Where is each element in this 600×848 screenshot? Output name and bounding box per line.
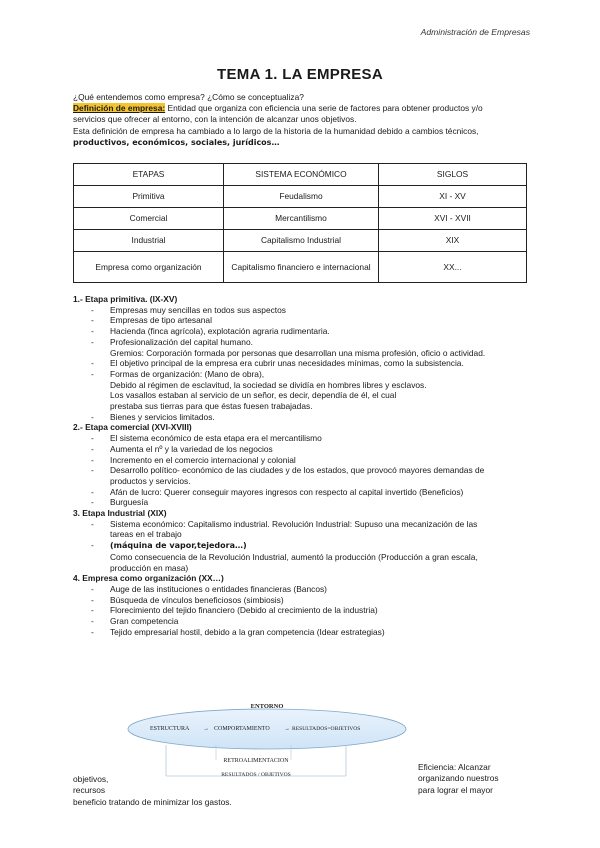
text-line: beneficio tratando de minimizar los gastos.: [73, 796, 232, 807]
list-item-continuation: productos y servicios.: [110, 475, 191, 486]
list-item-text: Desarrollo político- económico de las ciudades y de los estados, que provocó mayores demandas de: [110, 465, 485, 476]
text-line: organizando nuestros: [418, 773, 499, 784]
intro-questions: ¿Qué entendemos como empresa? ¿Cómo se conceptualiza?: [73, 92, 304, 102]
table-header-row: [74, 164, 527, 186]
list-item: [73, 540, 533, 552]
etapas-table: [73, 163, 527, 283]
list-item: [73, 433, 533, 444]
table-row: [74, 230, 527, 252]
dash-bullet-icon: -: [91, 540, 94, 551]
list-item: [73, 305, 533, 316]
dash-bullet-icon: -: [91, 411, 94, 422]
retroalimentacion-label: RETROALIMENTACION: [223, 758, 289, 764]
table-cell: Mercantilismo: [224, 208, 379, 230]
table-cell: Capitalismo Industrial: [224, 230, 379, 252]
page-header: Administración de Empresas: [420, 27, 530, 37]
section-title: 1.- Etapa primitiva. (IX-XV): [73, 294, 178, 304]
list-item: [73, 455, 533, 466]
list-item-text: Sistema económico: Capitalismo industrial. Revolución Industrial: Supuso una mecanización de las: [110, 518, 478, 529]
list-item: [73, 487, 533, 498]
text-line: recursos: [73, 785, 106, 796]
list-item: [73, 358, 533, 369]
list-item-continuation: producción en masa): [110, 562, 189, 573]
list-item-text: Profesionalización del capital humano.: [110, 336, 253, 347]
dash-bullet-icon: -: [91, 304, 94, 315]
efficiency-text-right: [418, 762, 499, 796]
definition-text-2: servicios que ofrecer al entorno, con la intención de alcanzar unos objetivos.: [73, 114, 357, 125]
resultados-label: RESULTADOS=OBJETIVOS: [292, 726, 361, 732]
list-item-text: Bienes y servicios limitados.: [110, 411, 215, 422]
section-title: 3. Etapa Industrial (XIX): [73, 508, 167, 519]
section-title: 4. Empresa como organización (XX…): [73, 573, 224, 584]
dash-bullet-icon: -: [91, 583, 94, 594]
list-item-continuation: Gremios: Corporación formada por personas que desarrollan una misma profesión, oficio o actividad.: [110, 347, 486, 358]
list-item: [73, 605, 533, 616]
list-item: [73, 337, 533, 348]
table-cell: XI - XV: [379, 186, 527, 208]
list-item: [73, 519, 533, 530]
page-title: TEMA 1. LA EMPRESA: [217, 66, 383, 83]
table-cell: Primitiva: [74, 186, 224, 208]
list-item-text: Búsqueda de vínculos beneficiosos (simbiosis): [110, 594, 284, 605]
list-item-text: Florecimiento del tejido financiero (Debido al crecimiento de la industria): [110, 605, 378, 616]
list-item-text: Afán de lucro: Querer conseguir mayores ingresos con respecto al capital invertido (Beneficios): [110, 486, 464, 497]
dash-bullet-icon: -: [91, 368, 94, 379]
list-item-text: Aumenta el nº y la variedad de los negocios: [110, 443, 273, 454]
table-header: ETAPAS: [74, 164, 224, 186]
list-item-continuation: prestaba sus tierras para que éstas fuesen trabajadas.: [110, 401, 313, 412]
table-cell: XIX: [379, 230, 527, 252]
table-row: [74, 252, 527, 283]
table-cell: Feudalismo: [224, 186, 379, 208]
list-item-text: Tejido empresarial hostil, debido a la gran competencia (Idear estrategias): [110, 626, 385, 637]
dash-bullet-icon: -: [91, 315, 94, 326]
list-item-continuation: Debido al régimen de esclavitud, la sociedad se dividía en hombres libres y esclavos.: [110, 379, 427, 390]
stages-list: [73, 294, 533, 638]
table-row: [74, 186, 527, 208]
section-title: 2.- Etapa comercial (XVI-XVIII): [73, 422, 192, 433]
list-item-text: Incremento en el comercio internacional y colonial: [110, 454, 296, 465]
list-item: [73, 444, 533, 455]
estructura-label: ESTRUCTURA: [150, 726, 190, 732]
comportamiento-label: COMPORTAMIENTO: [214, 726, 270, 732]
history-text: Esta definición de empresa ha cambiado a lo largo de la historia de la humanidad debido a cambios técnicos,: [73, 125, 479, 136]
list-item: [73, 584, 533, 595]
table-cell: Capitalismo financiero e internacional: [224, 252, 379, 283]
definition-text: Entidad que organiza con eficiencia una serie de factores para obtener productos y/o: [165, 103, 483, 114]
entorno-label: ENTORNO: [250, 703, 284, 710]
list-item-text: Empresas de tipo artesanal: [110, 315, 212, 326]
list-item-continuation: Como consecuencia de la Revolución Industrial, aumentó la producción (Producción a gran escala,: [110, 551, 478, 562]
definition-label: Definición de empresa:: [73, 103, 166, 114]
definition-line: [73, 103, 528, 114]
list-item: [73, 627, 533, 638]
dash-bullet-icon: -: [91, 326, 94, 337]
intro-block: [73, 92, 528, 148]
comportamiento-arrow-icon: →: [203, 726, 209, 732]
dash-bullet-icon: -: [91, 433, 94, 444]
list-item-text: El sistema económico de esta etapa era el mercantilismo: [110, 433, 322, 444]
list-item-continuation: tareas en el trabajo: [110, 529, 182, 540]
resultados-arrow-icon: →: [284, 726, 290, 732]
resultados-bottom-label: RESULTADOS / OBJETIVOS: [221, 772, 291, 778]
dash-bullet-icon: -: [91, 497, 94, 508]
table-header: SISTEMA ECONÓMICO: [224, 164, 379, 186]
dash-bullet-icon: -: [91, 358, 94, 369]
list-item: [73, 369, 533, 380]
list-item: [73, 616, 533, 627]
text-line: objetivos,: [73, 774, 109, 784]
efficiency-text-left: [73, 774, 232, 808]
list-item: [73, 326, 533, 337]
text-line: Eficiencia: Alcanzar: [418, 762, 491, 772]
table-cell: Industrial: [74, 230, 224, 252]
list-item-text: Empresas muy sencillas en todos sus aspectos: [110, 304, 286, 315]
list-item-continuation: Los vasallos estaban al servicio de un señor, es decir, dependía de él, el cual: [110, 390, 397, 401]
list-item-text: (máquina de vapor,tejedora…): [110, 541, 247, 551]
dash-bullet-icon: -: [91, 616, 94, 627]
history-bold: productivos, económicos, sociales, jurídicos…: [73, 137, 280, 147]
list-item-text: El objetivo principal de la empresa era cubrir unas necesidades mínimas, como la subsistencia.: [110, 358, 464, 369]
list-item: [73, 595, 533, 606]
dash-bullet-icon: -: [91, 443, 94, 454]
list-item-text: Auge de las instituciones o entidades financieras (Bancos): [110, 583, 327, 594]
list-item: [73, 465, 533, 476]
dash-bullet-icon: -: [91, 626, 94, 637]
dash-bullet-icon: -: [91, 605, 94, 616]
text-line: para lograr el mayor: [418, 784, 493, 795]
company-diagram: [126, 700, 408, 778]
list-item-text: Formas de organización: (Mano de obra),: [110, 368, 265, 379]
dash-bullet-icon: -: [91, 594, 94, 605]
table-cell: Empresa como organización: [74, 252, 224, 283]
list-item-text: Hacienda (finca agrícola), explotación agraria rudimentaria.: [110, 326, 330, 337]
list-item-text: Gran competencia: [110, 616, 179, 627]
list-item-text: Burguesía: [110, 497, 149, 508]
table-cell: XVI - XVII: [379, 208, 527, 230]
dash-bullet-icon: -: [91, 454, 94, 465]
dash-bullet-icon: -: [91, 486, 94, 497]
dash-bullet-icon: -: [91, 336, 94, 347]
dash-bullet-icon: -: [91, 465, 94, 476]
dash-bullet-icon: -: [91, 518, 94, 529]
list-item: [73, 315, 533, 326]
list-item: [73, 412, 533, 423]
table-cell: Comercial: [74, 208, 224, 230]
table-row: [74, 208, 527, 230]
table-cell: XX...: [379, 252, 527, 283]
list-item: [73, 497, 533, 508]
table-header: SIGLOS: [379, 164, 527, 186]
